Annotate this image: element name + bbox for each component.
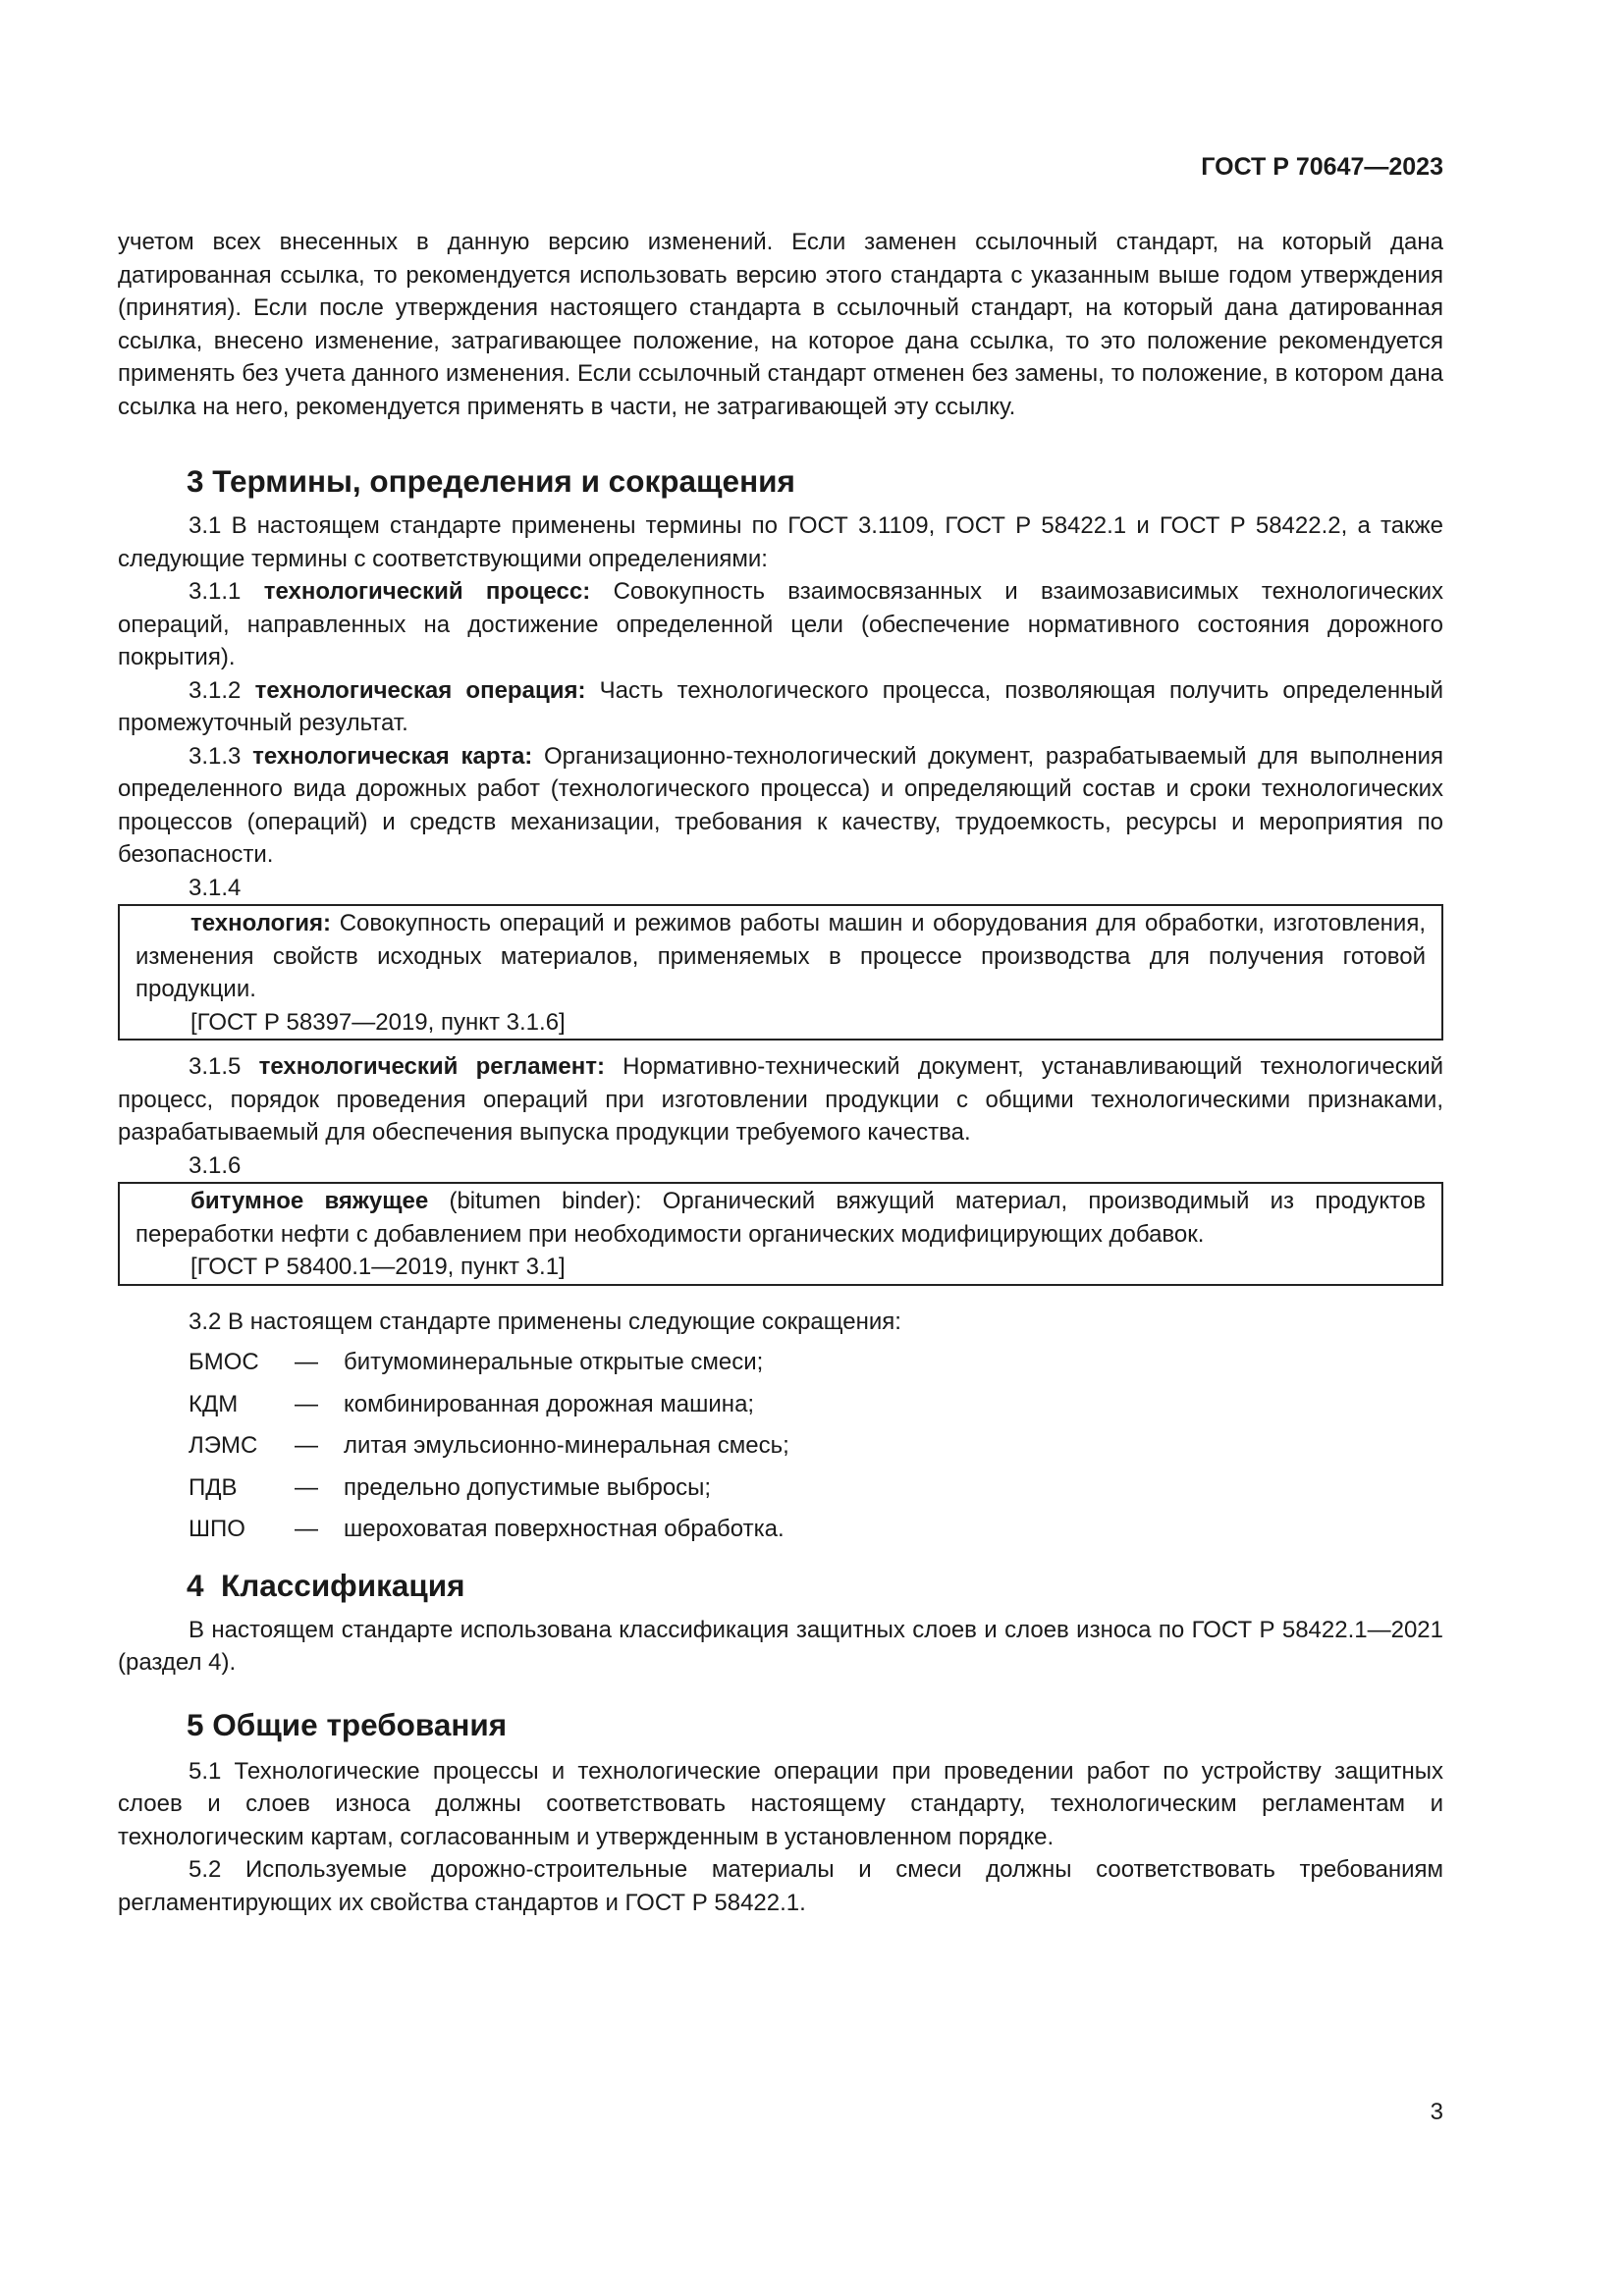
- abbreviation-item: БМОС — битумоминеральные открытые смеси;: [189, 1349, 764, 1375]
- page-body: [118, 226, 1443, 1919]
- term-3-1-4-text: технология: Совокупность операций и режимов работы машин и оборудования для обработки, изготовления, изменения свойств исходных материалов, применяемых в процессе производства для получения готовой продукции.: [135, 910, 1426, 1002]
- term-3-1-1: 3.1.1 технологический процесс: Совокупность взаимосвязанных и взаимозависимых технологических операций, направленных на достижение определенной цели (обеспечение нормативного состояния дорожного покрытия).: [118, 578, 1444, 670]
- term-3-1-4-number: 3.1.4: [189, 874, 242, 901]
- section-3-title: 3 Термины, определения и сокращения: [187, 463, 795, 499]
- page-number: 3: [1430, 2099, 1443, 2125]
- term-3-1-5: 3.1.5 технологический регламент: Нормативно-технический документ, устанавливающий технологический процесс, порядок проведения операций при изготовлении продукции с общими технологическими признаками, разрабатываемый для обеспечения выпуска продукции требуемого качества.: [118, 1053, 1444, 1146]
- clause-3-1: 3.1 В настоящем стандарте применены термины по ГОСТ 3.1109, ГОСТ Р 58422.1 и ГОСТ Р 58422.2, а также следующие термины с соответствующими определениями:: [118, 512, 1443, 572]
- intro-paragraph: учетом всех внесенных в данную версию изменений. Если заменен ссылочный стандарт, на который дана датированная ссылка, то рекомендуется использовать версию этого стандарта с указанным выше годом утверждения (принятия). Если после утверждения настоящего стандарта в ссылочный стандарт, на который дана датированная ссылка, внесено изменение, затрагивающее положение, на которое дана ссылка, то это положение рекомендуется применять без учета данного изменения. Если ссылочный стандарт отменен без замены, то положение, в котором дана ссылка на него, рекомендуется применять в части, не затрагивающей эту ссылку.: [118, 229, 1443, 420]
- clause-5-1: 5.1 Технологические процессы и технологические операции при проведении работ по устройству защитных слоев и слоев износа должны соответствовать настоящему стандарту, технологическим регламентам и технологическим картам, согласованным и утвержденным в установленном порядке.: [118, 1757, 1443, 1850]
- term-3-1-4-source: [ГОСТ Р 58397—2019, пункт 3.1.6]: [190, 1008, 566, 1036]
- clause-3-2: 3.2 В настоящем стандарте применены следующие сокращения:: [189, 1308, 901, 1335]
- document-header: ГОСТ Р 70647—2023: [1201, 153, 1443, 181]
- term-3-1-6-text: битумное вяжущее (bitumen binder): Органический вяжущий материал, производимый из продуктов переработки нефти с добавлением при необходимости органических модифицирующих добавок.: [135, 1188, 1427, 1248]
- abbreviation-item: ШПО — шероховатая поверхностная обработка.: [189, 1516, 785, 1542]
- section-4-title: 4 Классификация: [187, 1567, 465, 1603]
- term-3-1-3: 3.1.3 технологическая карта: Организационно-технологический документ, разрабатываемый для выполнения определенного вида дорожных работ (технологического процесса) и определяющий состав и сроки технологических процессов (операций) и средств механизации, требования к качеству, трудоемкость, ресурсы и мероприятия по безопасности.: [118, 742, 1444, 868]
- clause-5-2: 5.2 Используемые дорожно-строительные материалы и смеси должны соответствовать требованиям регламентирующих их свойства стандартов и ГОСТ Р 58422.1.: [118, 1856, 1443, 1916]
- abbreviation-item: ЛЭМС — литая эмульсионно-минеральная смесь;: [189, 1432, 789, 1459]
- section-5-title: 5 Общие требования: [187, 1706, 508, 1742]
- abbreviation-list: [118, 1346, 1443, 1546]
- abbreviation-item: КДМ — комбинированная дорожная машина;: [189, 1390, 755, 1417]
- section-4-text: В настоящем стандарте использована классификация защитных слоев и слоев износа по ГОСТ Р 58422.1—2021 (раздел 4).: [118, 1616, 1443, 1676]
- term-3-1-6-box: [118, 1182, 1443, 1286]
- term-3-1-6-source: [ГОСТ Р 58400.1—2019, пункт 3.1]: [190, 1254, 566, 1280]
- abbreviation-item: ПДВ — предельно допустимые выбросы;: [189, 1473, 712, 1501]
- term-3-1-2: 3.1.2 технологическая операция: Часть технологического процесса, позволяющая получить определенный промежуточный результат.: [118, 676, 1444, 736]
- term-3-1-6-number: 3.1.6: [189, 1151, 242, 1179]
- term-3-1-4-box: [118, 904, 1443, 1041]
